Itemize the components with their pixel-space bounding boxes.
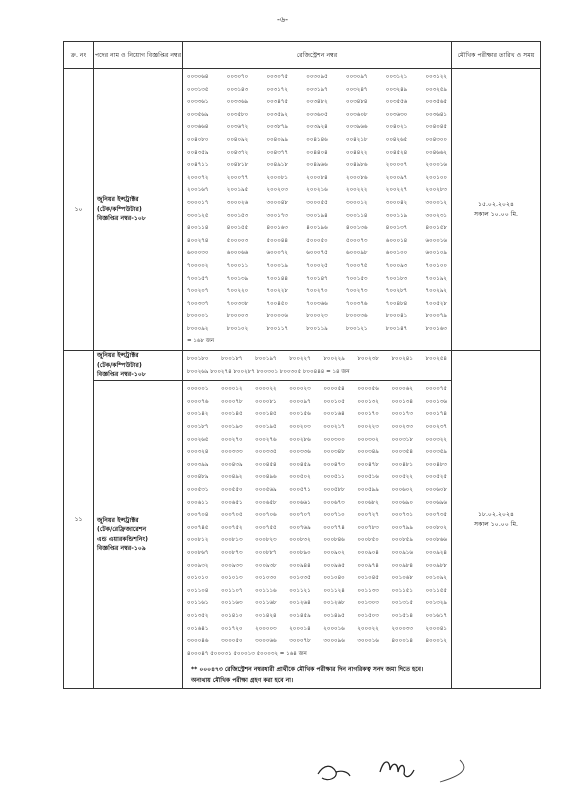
exam-time: সকাল ১০.০০ মি. bbox=[474, 210, 518, 218]
registration-line: ০০০২৬৫ ০০০২৭০ ০০০২৭৬ ০০০২৮৬ ০০০৩০০ ০০০৩০২ ০০০৩১৮ ০০০৩২২ bbox=[187, 436, 447, 443]
exam-date-time bbox=[452, 351, 541, 689]
circular-number: বিজ্ঞপ্তির নম্বর-১০৮ bbox=[97, 371, 146, 379]
registration-line: ২০০১৬৭ ২০০১৯৫ ২০০২০৩ ২০০২১৬ ২০০২২২ ২০০২২৭ ২০০২৮৩ bbox=[187, 187, 447, 194]
registration-line: ০০৩৫৬৯ ০০৩৫৮০ ০০৩৫৯২ ০০৩৬০৫ ০০৩৬০৮ ০০৩৬৩০ ০০৩৬৪১ bbox=[187, 111, 447, 118]
post-name bbox=[94, 381, 183, 689]
table-row bbox=[64, 351, 541, 381]
interview-schedule-table bbox=[63, 41, 541, 689]
registration-line: ০০০৯৩২ ০০০৯৩৩ ০০০৯৩৮ ০০০৯৪৪ ০০০৯৬৫ ০০০৯৭৪ ০০০৯৮৪ ০০০৯৮৮ bbox=[187, 562, 447, 569]
row-serial: ১১ bbox=[64, 351, 94, 689]
note: ** ০০০৪৭৩ রেজিস্ট্রেশন নম্বরধারী প্রার্থীকে মৌখিক পরীক্ষার দিন নাগরিকত্ব সনদ জমা দিতে হবে। অন্যথায় মৌখিক পরীক্ষা গ্রহণ করা হবে না। bbox=[191, 666, 424, 685]
registration-line: ০০০৮৬৭ ০০০৮৭৩ ০০০৮৮৭ ০০০৮৯০ ০০০৯০২ ০০০৯০৪ ০০০৯১৬ ০০০৯২৪ bbox=[187, 549, 447, 556]
exam-date: ১৮.০২.২০২৪ bbox=[477, 510, 515, 518]
post-name bbox=[94, 351, 183, 381]
registration-line: ৬০০০৩০ ৬০০০৬৬ ৬০০০৭২ ৬০০০৭৫ ৬০০০৯৮ ৬০০১০০ ৬০০১০৯ bbox=[187, 250, 447, 257]
registration-list bbox=[183, 351, 452, 381]
post-name bbox=[94, 69, 183, 351]
registration-line: ৪০০১১৪ ৪০০১৫৫ ৪০০১৬৩ ৪০০১৯৬ ৪০০১৩৬ ৪০০১৩৭ ৪০০১৫৮ bbox=[187, 225, 447, 232]
registration-line: ৩০০০১৭ ৩০০০২৬ ৩০০০৪৮ ৩০০০৫৫ ৩০০০১২ ৩০০০৪২ ৩০০০১২ bbox=[187, 199, 447, 206]
exam-time: সকাল ১০.০০ মি. bbox=[474, 520, 518, 528]
registration-line: ৭০০৩৩৭ ৭০০৩৩৮ ৭০০৪৫০ ৭০০৩৬৬ ৭০০৩৭৬ ৭০০৪৮৪ ৭০০৫২৮ bbox=[187, 300, 447, 307]
circular-number: বিজ্ঞপ্তির নম্বর-১০৯ bbox=[97, 545, 146, 553]
registration-line: ০০০৭০৪ ০০০৭০৫ ০০০৭০৬ ০০০৭০৭ ০০০৭১০ ০০০৭২৭ ০০০৭৩১ ০০০৭৩৫ bbox=[187, 512, 447, 519]
registration-line: ০০৪০৮০ ০০৪০৯২ ০০৪০৯৯ ০০৪১৪৬ ০০৪২১৮ ০০৪২৬৫ ০০৪৩০০ bbox=[187, 136, 447, 143]
header-serial: ক্র. নং bbox=[64, 42, 94, 69]
post-subject: (টেক/রেফ্রিজারেশন bbox=[97, 526, 147, 534]
post-title: জুনিয়র ইন্সট্রাক্টর bbox=[97, 516, 139, 524]
header-post: পদের নাম ও নিয়োগ বিজ্ঞপ্তির নম্বর bbox=[94, 42, 183, 69]
registration-line: ৮০০১৮০ ৮০০১৮৭ ৮০০১৯৭ ৮০০২২৭ ৮০০২২৯ ৮০০২৩৮ ৮০০২৪১ ৮০০২৫৪ bbox=[187, 356, 447, 363]
table-row bbox=[64, 69, 541, 351]
registration-line: ০০০৫৩১ ০০০৫৫০ ০০০৫৬৯ ০০০৫৭১ ০০০৫৮৮ ০০০৫৯৯ ০০০৬০২ ০০০৬০৮ bbox=[187, 487, 447, 493]
registration-line: ৮০০০৯২ ৮০০১০২ ৮০০১১৭ ৮০০১১৯ ৮০০১২১ ৮০০১৪৭ ৮০০১৬৩ bbox=[187, 325, 447, 332]
registration-line: ৮০০০০১ ৮০০০০৩ ৮০০০০৬ ৮০০০২৩ ৮০০০৩৬ ৮০০০৪১ ৮০০০৭৯ bbox=[187, 313, 447, 320]
registration-line: ০০১৬৪১ ০০১৭২০ ২০০০০৩ ২০০০১৪ ২০০০১৬ ২০০০২২ ২০০০৩৩ ২০০০৪১ bbox=[187, 625, 447, 632]
exam-date: ১৫.০২.২০২৪ bbox=[477, 200, 515, 208]
registration-line: ০০০০০১ ০০০০১২ ০০০০২২ ০০০০২৩ ০০০০৫৪ ০০০০৫৬ ০০০০৬২ ০০০০৭৫ bbox=[187, 386, 447, 393]
registration-line: ০০০৪৮৯ ০০০৪৯২ ০০০৪৯৬ ০০০৫০২ ০০০৫১১ ০০০৫১৬ ০০০৫২২ ০০০৫২৫ bbox=[187, 474, 447, 481]
registration-line: ০০০৩৯৯ ০০০৪৩৯ ০০০৪৫৪ ০০০৪৫৯ ০০০৪৭৩ ০০০৪৭৮ ০০০৪৮১ ০০০৪৮৩ bbox=[187, 461, 447, 468]
registration-line: ৭০০২০৭ ৭০০২২০ ৭০০২২৮ ৭০০২৭০ ৭০০২৭৩ ৭০০২৮৭ ৭০০২৯২ bbox=[187, 288, 447, 295]
registration-line: ০০৪৭১১ ০০৪৮১৮ ০০৪৯১৮ ০০৪৯৬৬ ০০৪৯৮৬ ২০০০০৭ ২০০০১৬ bbox=[187, 162, 447, 169]
registration-line: ০০১১০৪ ০০১১০৭ ০০১১১৬ ০০১১২১ ০০১১২৪ ০০১১৩৩ ০০১১৫১ ০০১১৫৫ bbox=[187, 587, 447, 594]
post-subject-2: এন্ড এয়ারকন্ডিশনিং) bbox=[97, 535, 149, 543]
circular-number: বিজ্ঞপ্তির নম্বর-১০৮ bbox=[97, 215, 146, 223]
exam-date-time bbox=[452, 69, 541, 351]
post-subject: (টেক/কম্পিউটার) bbox=[97, 205, 142, 213]
registration-line: ০০০৩২৪ ০০০৩৩৩ ০০০৩৩৫ ০০০৩৩৬ ০০০৩৪৮ ০০০৩৪৯ ০০০৩৫৪ ০০০৩৫৯ bbox=[187, 449, 447, 456]
registration-line: ০০৪৩৫৯ ০০৪৩৭২ ০০৪৩৭৭ ০০৪৪০৪ ০০৪৪২২ ০০৪৫২৪ ০০৪৬৬২ bbox=[187, 149, 447, 156]
registration-line: ৭০০১৫৭ ৭০০১৩৯ ৭০০১৪৪ ৭০০১৪৭ ৭০০১৫৩ ৭০০১৮৩ ৭০০১৯২ bbox=[187, 275, 447, 282]
registration-line: ০০০৮১২ ০০০৮১৩ ০০০৮২৩ ০০০৮৩২ ০০০৮৪৬ ০০০৮৫০ ০০০৮৫৯ ০০০৮৬৬ bbox=[187, 537, 447, 544]
registration-line: = ১৬৮ জন bbox=[187, 338, 215, 345]
post-title: জুনিয়র ইন্সট্রাক্টর bbox=[97, 196, 139, 204]
registration-line: ০০৩৩৬১ ০০৩৩৬৯ ০০৩৪৭৫ ০০৩৪৮২ ০০৩৪৮৪ ০০৩৫৫৬ ০০৩৫৬৫ bbox=[187, 99, 447, 106]
registration-line: ০০০১৮৭ ০০০১৯৩ ০০০১৯৫ ০০০২০৩ ০০০২১৭ ০০০২২৩ ০০০২৩৩ ০০০২৩৭ bbox=[187, 424, 447, 431]
registration-line: ০০০১৪২ ০০০১৪৫ ০০০১৪৫ ০০০১৫৬ ০০০১৬৪ ০০০১৭০ ০০০১৭৩ ০০০১৭৪ bbox=[187, 411, 447, 418]
registration-line: ৪০০২৭৪ ৫০০০০৩ ৫০০০৪৪ ৫০০০৫০ ৫০০০৭৩ ৬০০০১৪ ৬০০০১৬ bbox=[187, 237, 447, 244]
registration-line: ৩০০১২৫ ৩০০১৫৩ ৩০০১৭৩ ৩০০১৯৪ ৩০০১১৪ ৩০০১১৯ ৩০০২৩১ bbox=[187, 212, 447, 219]
registration-line: ০০১১৬১ ০০১১৬৩ ০০১১৬৮ ০০১২৬৪ ০০১২৬৮ ০০১৩০৩ ০০১৩১৫ ০০১৩২৯ bbox=[187, 600, 447, 607]
registration-line: ৮০০২৬৯ ৮০০২৭৪ ৮০০২৮৭ ৮০০৩০১ ৮০০৩০৫ ৮০০৪৪৪ = ১৪ জন bbox=[187, 368, 350, 375]
page-number: -৬- bbox=[277, 15, 288, 24]
signatures bbox=[310, 752, 510, 792]
registration-line: ০০১০১০ ০০১০১৩ ০০১০৩০ ০০১০৩৫ ০০১০৪০ ০০১০৪৫ ০০১০৬৮ ০০১০৯২ bbox=[187, 575, 447, 582]
registration-line: ০০০৭৪৫ ০০০৭৫২ ০০০৭৫৫ ০০০৭৬৯ ০০০৭৭৪ ০০০৭৮৩ ০০০৭৯৯ ০০০৮০২ bbox=[187, 524, 447, 531]
header-exam-date: মৌখিক পরীক্ষার তারিখ ও সময় bbox=[452, 42, 541, 69]
registration-line: ০০০০৭৬ ০০০০৭৮ ০০০০৮১ ০০০০৯৭ ০০০১০৫ ০০০১৩২ ০০০১৩৪ ০০০১৩৬ bbox=[187, 398, 447, 405]
registration-line: ০০৩১৩৫ ০০৩১৪৩ ০০৩১৭২ ০০৩১৯৭ ০০৩২৪৭ ০০৩২৪৯ ০০৩২৫৯ bbox=[187, 86, 447, 93]
registration-line: ০০০৬১১ ০০০৬৫১ ০০০৬৫৮ ০০০৬৬১ ০০০৬৭৩ ০০০৬৮২ ০০০৬৯০ ০০০৬৯৬ bbox=[187, 499, 447, 506]
table-header-row bbox=[64, 42, 541, 69]
registration-line: ৭০০০০২ ৭০০০১১ ৭০০০১৯ ৭০০০২৫ ৭০০০৭৫ ৭০০০৯৩ ৭০০১০০ bbox=[187, 262, 447, 269]
post-subject: (টেক/কম্পিউটার) bbox=[97, 361, 142, 369]
registration-line: ০০৩৬৬৪ ০০৩৬৭২ ০০৩৮৭৯ ০০৩৯২৪ ০০৩৯৬৬ ০০৪০২১ ০০৪০৪৫ bbox=[187, 124, 447, 131]
registration-line: ৪০০০৪৭ ৫০০০৩১ ৫০০০১৩ ৫০০০৩২ = ১৬৪ জন bbox=[187, 650, 307, 657]
registration-line: ০০৩০৬৪ ০০৩০৭০ ০০৩০৭৫ ০০৩০৯৫ ০০৩০৯৭ ০০৩১২১ ০০৩১২২ bbox=[187, 74, 447, 80]
registration-list bbox=[183, 381, 452, 689]
registration-line: ৩০০০৪৬ ৩০০০৫০ ৩০০০৬৬ ৩০০০৭৮ ৩০০০৯৬ ৩০০০১৬ ৪০০০১৪ ৪০০০১২ bbox=[187, 638, 447, 645]
header-registration: রেজিস্ট্রেশন নম্বর bbox=[183, 42, 452, 69]
registration-list bbox=[183, 69, 452, 351]
registration-line: ২০০০৭২ ২০০০৭৭ ২০০০৮১ ২০০০৮৪ ২০০০৮৬ ২০০০৯৭ ২০০১০০ bbox=[187, 174, 447, 181]
registration-line: ০০১৩৫২ ০০১৪১০ ০০১৪২৪ ০০১৪৫৯ ০০১৪৯৫ ০০১৫০৩ ০০১৫১৪ ০০১৬১৭ bbox=[187, 612, 447, 619]
row-serial: ১০ bbox=[64, 69, 94, 351]
post-title: জুনিয়র ইন্সট্রাক্টর bbox=[97, 352, 139, 360]
